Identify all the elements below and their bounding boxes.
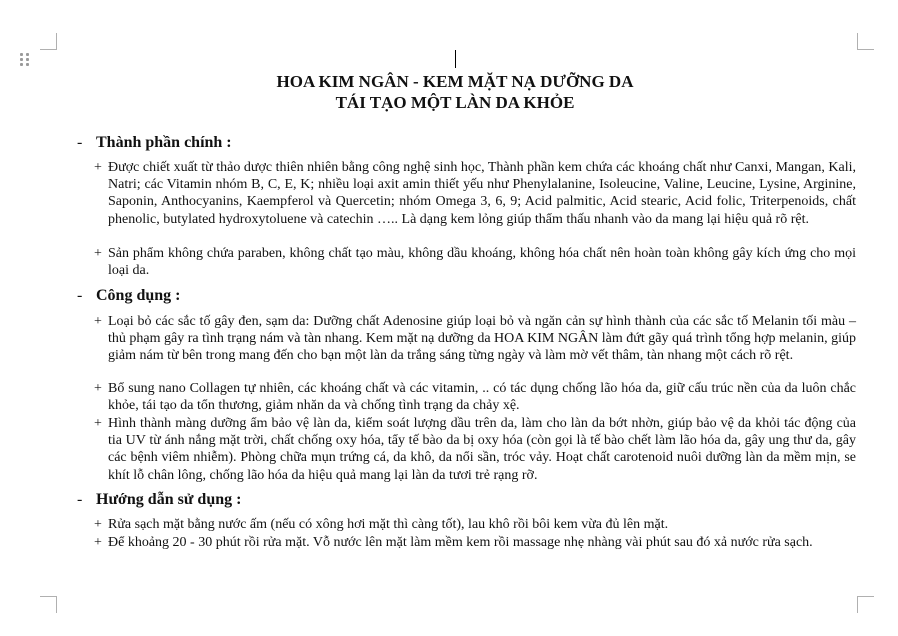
section-heading-ingredients bbox=[77, 134, 232, 152]
list-marker: + bbox=[94, 160, 102, 175]
list-marker: + bbox=[94, 535, 102, 550]
list-item bbox=[94, 516, 856, 533]
list-marker: + bbox=[94, 381, 102, 396]
margin-corner-bottom-right bbox=[857, 596, 874, 613]
list-dash: - bbox=[77, 287, 83, 304]
list-item-text: Loại bỏ các sắc tố gây đen, sạm da: Dưỡng chất Adenosine giúp loại bỏ và ngăn cản sự hình thành của các sắc tố Melanin tối màu – thủ phạm gây ra tình trạng nám và tàn nhang. Kem mặt nạ dưỡng da HOA KIM NGÂN làm đứt gãy quá trình tổng hợp melanin, giúp giảm nám từ bên trong mang đến cho bạn một làn da trắng sáng từng ngày và làm mờ vết thâm, tàn nhang một cách rõ rệt. bbox=[108, 314, 856, 364]
title-line-2: TÁI TẠO MỘT LÀN DA KHỎE bbox=[335, 93, 575, 112]
list-marker: + bbox=[94, 246, 102, 261]
list-item-text: Để khoảng 20 - 30 phút rồi rửa mặt. Vỗ nước lên mặt làm mềm kem rồi massage nhẹ nhàng vài phút sau đó xả nước rửa sạch. bbox=[108, 535, 813, 550]
section-heading-uses bbox=[77, 287, 180, 305]
list-marker: + bbox=[94, 314, 102, 329]
margin-corner-bottom-left bbox=[40, 596, 57, 613]
list-item bbox=[94, 534, 856, 551]
document-title bbox=[60, 71, 850, 113]
section-heading-usage-guide bbox=[77, 491, 241, 509]
margin-corner-top-left bbox=[40, 33, 57, 50]
list-item bbox=[94, 245, 856, 279]
list-item bbox=[94, 415, 856, 484]
list-item-text: Sản phẩm không chứa paraben, không chất tạo màu, không dầu khoáng, không hóa chất nên hoàn toàn không gây kích ứng cho mọi loại da. bbox=[108, 246, 856, 279]
list-item-text: Được chiết xuất từ thảo dược thiên nhiên bằng công nghệ sinh học, Thành phần kem chứa các khoáng chất như Canxi, Mangan, Kali, Natri; các Vitamin nhóm B, C, E, K; nhiều loại axit amin thiết yếu như Phenylalanine, Isoleucine, Valine, Leucine, Lysine, Arginine, Saponin, Anthocyanins, Kaempferol và Quercetin; nhóm Omega 3, 6, 9; Acid palmitic, Acid stearic, Acid folic, Triterpenoids, chất phenolic, butylated hydroxytoluene và catechin ….. Là dạng kem lỏng giúp thẩm thấu nhanh vào da mang lại hiệu quả rõ rệt. bbox=[108, 160, 856, 227]
list-item-text: Rửa sạch mặt bằng nước ấm (nếu có xông hơi mặt thì càng tốt), lau khô rồi bôi kem vừa đủ lên mặt. bbox=[108, 517, 669, 532]
title-line-1: HOA KIM NGÂN - KEM MẶT NẠ DƯỠNG DA bbox=[276, 72, 634, 91]
block-drag-handle-icon[interactable] bbox=[20, 53, 30, 67]
section-heading-label: Công dụng : bbox=[96, 287, 181, 304]
text-cursor bbox=[455, 50, 456, 68]
list-item-text: Bổ sung nano Collagen tự nhiên, các khoáng chất và các vitamin, .. có tác dụng chống lão hóa da, giữ cấu trúc nền của da luôn chắc khỏe, tái tạo da tổn thương, giảm nhăn da và chống tình trạng da chảy xệ. bbox=[108, 381, 856, 414]
margin-corner-top-right bbox=[857, 33, 874, 50]
list-item-text: Hình thành màng dưỡng ẩm bảo vệ làn da, kiểm soát lượng dầu trên da, làm cho làn da bớt nhờn, giúp bảo vệ da khỏi tác động của tia UV từ ánh nắng mặt trời, chất chống oxy hóa, tẩy tế bào da bị oxy hóa (còn gọi là tế bào chết làm lão hóa da, gây ung thư da, gây các bệnh viêm nhiễm). Phòng chữa mụn trứng cá, da khô, da nổi sần, tróc vảy. Hoạt chất carotenoid nuôi dưỡng làn da mềm mịn, se khít lỗ chân lông, chống lão hóa da hiệu quả mang lại làn da tươi trẻ rạng rỡ. bbox=[108, 416, 856, 483]
list-item bbox=[94, 159, 856, 228]
list-item bbox=[94, 380, 856, 414]
list-marker: + bbox=[94, 517, 102, 532]
section-heading-label: Thành phần chính : bbox=[96, 134, 232, 151]
list-item bbox=[94, 313, 856, 365]
list-dash: - bbox=[77, 134, 83, 151]
list-dash: - bbox=[77, 491, 83, 508]
section-heading-label: Hướng dẫn sử dụng : bbox=[96, 491, 242, 508]
list-marker: + bbox=[94, 416, 102, 431]
